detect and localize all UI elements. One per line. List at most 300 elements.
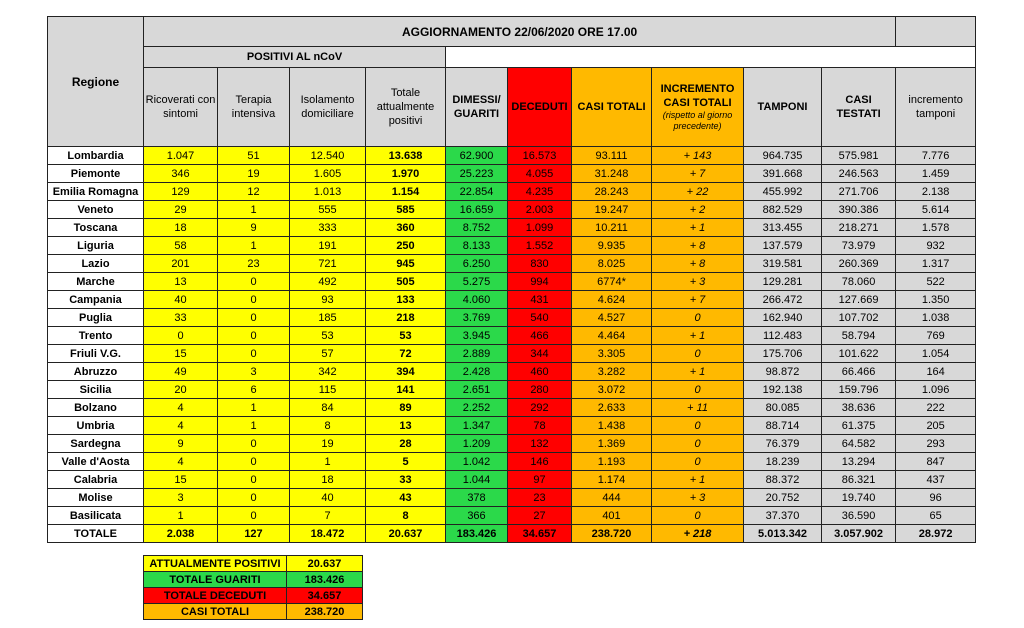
cell-terapia: 0	[218, 309, 290, 327]
cell-regione: Molise	[48, 489, 144, 507]
cell-testati: 218.271	[822, 219, 896, 237]
cell-regione: Valle d'Aosta	[48, 453, 144, 471]
cell-casi: 6774*	[572, 273, 652, 291]
cell-testati: 13.294	[822, 453, 896, 471]
cell-totale: 394	[366, 363, 446, 381]
cell-deceduti: 466	[508, 327, 572, 345]
cell-deceduti: 34.657	[508, 525, 572, 543]
summary-value: 34.657	[287, 588, 363, 604]
cell-regione: Marche	[48, 273, 144, 291]
cell-ricoverati: 15	[144, 345, 218, 363]
col-header-totale-positivi: Totale attualmente positivi	[366, 68, 446, 147]
cell-incremento: + 7	[652, 291, 744, 309]
cell-deceduti: 27	[508, 507, 572, 525]
cell-testati: 78.060	[822, 273, 896, 291]
cell-regione: Umbria	[48, 417, 144, 435]
incremento-title: INCREMENTO CASI TOTALI	[660, 83, 735, 109]
cell-incremento: + 22	[652, 183, 744, 201]
cell-dimessi: 2.428	[446, 363, 508, 381]
cell-dimessi: 5.275	[446, 273, 508, 291]
cell-casi: 238.720	[572, 525, 652, 543]
cell-ricoverati: 15	[144, 471, 218, 489]
cell-dimessi: 183.426	[446, 525, 508, 543]
cell-inc-tamponi: 293	[896, 435, 976, 453]
cell-deceduti: 132	[508, 435, 572, 453]
cell-casi: 19.247	[572, 201, 652, 219]
cell-isolamento: 185	[290, 309, 366, 327]
totals-row	[48, 525, 976, 543]
cell-terapia: 1	[218, 201, 290, 219]
cell-terapia: 0	[218, 291, 290, 309]
cell-deceduti: 994	[508, 273, 572, 291]
cell-deceduti: 431	[508, 291, 572, 309]
col-header-incremento	[652, 68, 744, 147]
cell-testati: 64.582	[822, 435, 896, 453]
cell-casi: 4.527	[572, 309, 652, 327]
cell-casi: 4.464	[572, 327, 652, 345]
cell-tamponi: 76.379	[744, 435, 822, 453]
cell-inc-tamponi: 1.096	[896, 381, 976, 399]
cell-isolamento: 84	[290, 399, 366, 417]
cell-casi: 3.305	[572, 345, 652, 363]
col-header-regione: Regione	[48, 17, 144, 147]
cell-dimessi: 3.769	[446, 309, 508, 327]
cell-inc-tamponi: 164	[896, 363, 976, 381]
cell-tamponi: 175.706	[744, 345, 822, 363]
cell-testati: 58.794	[822, 327, 896, 345]
cell-regione: Piemonte	[48, 165, 144, 183]
title-spacer	[896, 17, 976, 47]
cell-ricoverati: 0	[144, 327, 218, 345]
cell-terapia: 0	[218, 345, 290, 363]
cell-tamponi: 964.735	[744, 147, 822, 165]
table-row	[48, 183, 976, 201]
col-header-incremento-tamponi: incremento tamponi	[896, 68, 976, 147]
cell-inc-tamponi: 96	[896, 489, 976, 507]
cell-ricoverati: 4	[144, 399, 218, 417]
col-header-dimessi: DIMESSI/ GUARITI	[446, 68, 508, 147]
cell-tamponi: 313.455	[744, 219, 822, 237]
covid-data-table	[47, 16, 976, 543]
cell-terapia: 127	[218, 525, 290, 543]
cell-testati: 260.369	[822, 255, 896, 273]
cell-tamponi: 112.483	[744, 327, 822, 345]
table-row	[48, 345, 976, 363]
col-header-casi-testati: CASI TESTATI	[822, 68, 896, 147]
cell-ricoverati: 4	[144, 453, 218, 471]
cell-terapia: 23	[218, 255, 290, 273]
cell-incremento: + 2	[652, 201, 744, 219]
cell-ricoverati: 346	[144, 165, 218, 183]
cell-incremento: + 1	[652, 363, 744, 381]
cell-isolamento: 18	[290, 471, 366, 489]
cell-deceduti: 460	[508, 363, 572, 381]
cell-casi: 31.248	[572, 165, 652, 183]
cell-incremento: 0	[652, 453, 744, 471]
cell-inc-tamponi: 1.054	[896, 345, 976, 363]
cell-ricoverati: 58	[144, 237, 218, 255]
cell-dimessi: 2.889	[446, 345, 508, 363]
col-header-deceduti: DECEDUTI	[508, 68, 572, 147]
table-row	[48, 489, 976, 507]
table-row	[48, 165, 976, 183]
cell-totale: 13	[366, 417, 446, 435]
table-row	[48, 507, 976, 525]
cell-isolamento: 1.013	[290, 183, 366, 201]
cell-inc-tamponi: 1.350	[896, 291, 976, 309]
table-row	[48, 381, 976, 399]
cell-isolamento: 555	[290, 201, 366, 219]
cell-dimessi: 1.042	[446, 453, 508, 471]
cell-incremento: 0	[652, 309, 744, 327]
summary-label: TOTALE GUARITI	[144, 572, 287, 588]
cell-tamponi: 88.714	[744, 417, 822, 435]
table-body	[48, 147, 976, 543]
group-header-positivi: POSITIVI AL nCoV	[144, 47, 446, 68]
cell-regione: Lombardia	[48, 147, 144, 165]
cell-ricoverati: 9	[144, 435, 218, 453]
cell-casi: 4.624	[572, 291, 652, 309]
cell-isolamento: 53	[290, 327, 366, 345]
cell-testati: 159.796	[822, 381, 896, 399]
cell-regione: Lazio	[48, 255, 144, 273]
cell-terapia: 1	[218, 417, 290, 435]
cell-incremento: + 1	[652, 327, 744, 345]
summary-box	[143, 555, 363, 620]
cell-totale: 360	[366, 219, 446, 237]
cell-dimessi: 22.854	[446, 183, 508, 201]
cell-isolamento: 40	[290, 489, 366, 507]
cell-incremento: + 8	[652, 255, 744, 273]
cell-regione: Sicilia	[48, 381, 144, 399]
cell-tamponi: 88.372	[744, 471, 822, 489]
cell-totale: 141	[366, 381, 446, 399]
cell-totale: 585	[366, 201, 446, 219]
cell-testati: 390.386	[822, 201, 896, 219]
cell-isolamento: 721	[290, 255, 366, 273]
cell-casi: 3.072	[572, 381, 652, 399]
cell-ricoverati: 20	[144, 381, 218, 399]
group-spacer	[446, 47, 976, 68]
cell-casi: 1.193	[572, 453, 652, 471]
cell-inc-tamponi: 65	[896, 507, 976, 525]
cell-dimessi: 3.945	[446, 327, 508, 345]
cell-regione: Calabria	[48, 471, 144, 489]
cell-tamponi: 319.581	[744, 255, 822, 273]
cell-regione: Campania	[48, 291, 144, 309]
cell-inc-tamponi: 769	[896, 327, 976, 345]
cell-totale: 13.638	[366, 147, 446, 165]
cell-deceduti: 23	[508, 489, 572, 507]
cell-isolamento: 19	[290, 435, 366, 453]
col-header-ricoverati: Ricoverati con sintomi	[144, 68, 218, 147]
cell-dimessi: 8.752	[446, 219, 508, 237]
summary-label: TOTALE DECEDUTI	[144, 588, 287, 604]
cell-dimessi: 8.133	[446, 237, 508, 255]
cell-terapia: 0	[218, 327, 290, 345]
cell-deceduti: 344	[508, 345, 572, 363]
cell-incremento: 0	[652, 345, 744, 363]
cell-regione: Toscana	[48, 219, 144, 237]
cell-isolamento: 12.540	[290, 147, 366, 165]
table-title: AGGIORNAMENTO 22/06/2020 ORE 17.00	[144, 17, 896, 47]
cell-ricoverati: 2.038	[144, 525, 218, 543]
cell-deceduti: 830	[508, 255, 572, 273]
cell-incremento: + 11	[652, 399, 744, 417]
cell-dimessi: 6.250	[446, 255, 508, 273]
cell-terapia: 3	[218, 363, 290, 381]
cell-totale: 28	[366, 435, 446, 453]
summary-row	[144, 556, 363, 572]
cell-inc-tamponi: 1.459	[896, 165, 976, 183]
cell-totale: 72	[366, 345, 446, 363]
cell-inc-tamponi: 1.578	[896, 219, 976, 237]
cell-casi: 1.438	[572, 417, 652, 435]
cell-terapia: 19	[218, 165, 290, 183]
cell-isolamento: 7	[290, 507, 366, 525]
cell-totale: 250	[366, 237, 446, 255]
cell-tamponi: 455.992	[744, 183, 822, 201]
cell-tamponi: 137.579	[744, 237, 822, 255]
table-row	[48, 417, 976, 435]
cell-dimessi: 16.659	[446, 201, 508, 219]
cell-totale: 89	[366, 399, 446, 417]
summary-row	[144, 588, 363, 604]
cell-testati: 101.622	[822, 345, 896, 363]
col-header-tamponi: TAMPONI	[744, 68, 822, 147]
cell-dimessi: 1.347	[446, 417, 508, 435]
cell-casi: 401	[572, 507, 652, 525]
cell-totale: 1.154	[366, 183, 446, 201]
cell-incremento: + 1	[652, 471, 744, 489]
cell-terapia: 0	[218, 507, 290, 525]
cell-casi: 1.174	[572, 471, 652, 489]
table-row	[48, 327, 976, 345]
cell-tamponi: 162.940	[744, 309, 822, 327]
table-row	[48, 201, 976, 219]
cell-inc-tamponi: 437	[896, 471, 976, 489]
cell-incremento: + 3	[652, 273, 744, 291]
cell-casi: 1.369	[572, 435, 652, 453]
cell-tamponi: 37.370	[744, 507, 822, 525]
cell-inc-tamponi: 7.776	[896, 147, 976, 165]
cell-dimessi: 366	[446, 507, 508, 525]
cell-ricoverati: 18	[144, 219, 218, 237]
cell-tamponi: 882.529	[744, 201, 822, 219]
cell-dimessi: 2.651	[446, 381, 508, 399]
cell-inc-tamponi: 5.614	[896, 201, 976, 219]
cell-terapia: 9	[218, 219, 290, 237]
table-row	[48, 471, 976, 489]
summary-row	[144, 604, 363, 620]
summary-value: 183.426	[287, 572, 363, 588]
cell-terapia: 0	[218, 471, 290, 489]
cell-incremento: + 3	[652, 489, 744, 507]
cell-isolamento: 1	[290, 453, 366, 471]
cell-totale: 20.637	[366, 525, 446, 543]
cell-tamponi: 129.281	[744, 273, 822, 291]
summary-label: ATTUALMENTE POSITIVI	[144, 556, 287, 572]
cell-inc-tamponi: 932	[896, 237, 976, 255]
cell-inc-tamponi: 205	[896, 417, 976, 435]
cell-incremento: + 143	[652, 147, 744, 165]
cell-casi: 2.633	[572, 399, 652, 417]
cell-deceduti: 292	[508, 399, 572, 417]
cell-incremento: 0	[652, 381, 744, 399]
summary-value: 20.637	[287, 556, 363, 572]
cell-inc-tamponi: 847	[896, 453, 976, 471]
cell-ricoverati: 33	[144, 309, 218, 327]
cell-isolamento: 93	[290, 291, 366, 309]
summary-row	[144, 572, 363, 588]
cell-regione: Liguria	[48, 237, 144, 255]
cell-deceduti: 146	[508, 453, 572, 471]
cell-deceduti: 78	[508, 417, 572, 435]
cell-deceduti: 4.235	[508, 183, 572, 201]
cell-ricoverati: 1.047	[144, 147, 218, 165]
cell-regione: Veneto	[48, 201, 144, 219]
cell-testati: 3.057.902	[822, 525, 896, 543]
cell-isolamento: 18.472	[290, 525, 366, 543]
cell-regione: TOTALE	[48, 525, 144, 543]
cell-inc-tamponi: 1.317	[896, 255, 976, 273]
cell-ricoverati: 129	[144, 183, 218, 201]
cell-inc-tamponi: 522	[896, 273, 976, 291]
cell-tamponi: 5.013.342	[744, 525, 822, 543]
cell-tamponi: 18.239	[744, 453, 822, 471]
cell-testati: 36.590	[822, 507, 896, 525]
cell-terapia: 12	[218, 183, 290, 201]
cell-deceduti: 97	[508, 471, 572, 489]
cell-terapia: 51	[218, 147, 290, 165]
cell-isolamento: 492	[290, 273, 366, 291]
cell-testati: 73.979	[822, 237, 896, 255]
cell-incremento: 0	[652, 507, 744, 525]
cell-ricoverati: 1	[144, 507, 218, 525]
cell-terapia: 0	[218, 435, 290, 453]
cell-totale: 43	[366, 489, 446, 507]
cell-totale: 133	[366, 291, 446, 309]
cell-ricoverati: 4	[144, 417, 218, 435]
cell-casi: 444	[572, 489, 652, 507]
cell-tamponi: 20.752	[744, 489, 822, 507]
cell-isolamento: 191	[290, 237, 366, 255]
cell-regione: Bolzano	[48, 399, 144, 417]
summary-label: CASI TOTALI	[144, 604, 287, 620]
cell-dimessi: 25.223	[446, 165, 508, 183]
cell-dimessi: 62.900	[446, 147, 508, 165]
cell-testati: 19.740	[822, 489, 896, 507]
cell-dimessi: 1.209	[446, 435, 508, 453]
cell-deceduti: 540	[508, 309, 572, 327]
cell-ricoverati: 40	[144, 291, 218, 309]
table-row	[48, 147, 976, 165]
cell-tamponi: 192.138	[744, 381, 822, 399]
cell-ricoverati: 13	[144, 273, 218, 291]
cell-tamponi: 266.472	[744, 291, 822, 309]
cell-testati: 107.702	[822, 309, 896, 327]
cell-casi: 8.025	[572, 255, 652, 273]
table-row	[48, 255, 976, 273]
cell-deceduti: 4.055	[508, 165, 572, 183]
cell-deceduti: 1.099	[508, 219, 572, 237]
cell-testati: 66.466	[822, 363, 896, 381]
cell-totale: 945	[366, 255, 446, 273]
cell-regione: Basilicata	[48, 507, 144, 525]
table-row	[48, 237, 976, 255]
cell-casi: 28.243	[572, 183, 652, 201]
cell-tamponi: 391.668	[744, 165, 822, 183]
col-header-casi-totali: CASI TOTALI	[572, 68, 652, 147]
cell-testati: 86.321	[822, 471, 896, 489]
cell-deceduti: 280	[508, 381, 572, 399]
cell-tamponi: 98.872	[744, 363, 822, 381]
cell-totale: 5	[366, 453, 446, 471]
cell-terapia: 0	[218, 489, 290, 507]
cell-inc-tamponi: 1.038	[896, 309, 976, 327]
cell-dimessi: 378	[446, 489, 508, 507]
cell-regione: Emilia Romagna	[48, 183, 144, 201]
table-row	[48, 273, 976, 291]
cell-totale: 505	[366, 273, 446, 291]
cell-regione: Puglia	[48, 309, 144, 327]
cell-testati: 575.981	[822, 147, 896, 165]
cell-totale: 1.970	[366, 165, 446, 183]
summary-body	[144, 556, 363, 620]
cell-regione: Sardegna	[48, 435, 144, 453]
cell-terapia: 1	[218, 399, 290, 417]
table-row	[48, 219, 976, 237]
cell-terapia: 0	[218, 453, 290, 471]
cell-regione: Abruzzo	[48, 363, 144, 381]
cell-ricoverati: 49	[144, 363, 218, 381]
cell-incremento: 0	[652, 435, 744, 453]
cell-casi: 9.935	[572, 237, 652, 255]
cell-ricoverati: 3	[144, 489, 218, 507]
table-row	[48, 453, 976, 471]
table-row	[48, 309, 976, 327]
table-row	[48, 399, 976, 417]
cell-isolamento: 8	[290, 417, 366, 435]
cell-regione: Trento	[48, 327, 144, 345]
cell-incremento: + 218	[652, 525, 744, 543]
cell-deceduti: 2.003	[508, 201, 572, 219]
cell-deceduti: 16.573	[508, 147, 572, 165]
cell-testati: 127.669	[822, 291, 896, 309]
cell-incremento: + 8	[652, 237, 744, 255]
cell-incremento: + 1	[652, 219, 744, 237]
cell-dimessi: 4.060	[446, 291, 508, 309]
cell-casi: 3.282	[572, 363, 652, 381]
cell-totale: 218	[366, 309, 446, 327]
table-row	[48, 435, 976, 453]
cell-terapia: 1	[218, 237, 290, 255]
incremento-subtitle: (rispetto al giorno precedente)	[662, 110, 733, 131]
cell-regione: Friuli V.G.	[48, 345, 144, 363]
cell-testati: 38.636	[822, 399, 896, 417]
cell-terapia: 0	[218, 273, 290, 291]
cell-terapia: 6	[218, 381, 290, 399]
cell-incremento: 0	[652, 417, 744, 435]
table-row	[48, 291, 976, 309]
cell-incremento: + 7	[652, 165, 744, 183]
cell-ricoverati: 201	[144, 255, 218, 273]
cell-testati: 246.563	[822, 165, 896, 183]
cell-isolamento: 1.605	[290, 165, 366, 183]
cell-inc-tamponi: 28.972	[896, 525, 976, 543]
cell-dimessi: 2.252	[446, 399, 508, 417]
cell-dimessi: 1.044	[446, 471, 508, 489]
